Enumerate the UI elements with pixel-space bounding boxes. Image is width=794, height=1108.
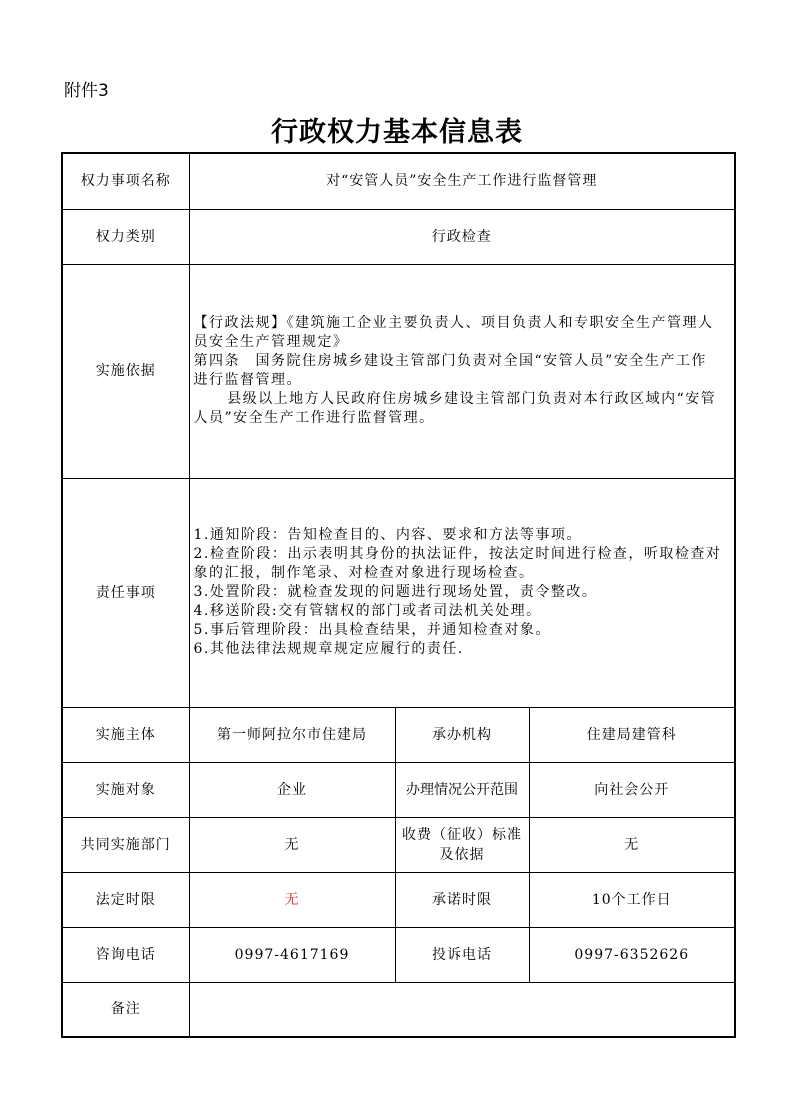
remark-label: 备注 [62, 982, 189, 1037]
duty-label: 责任事项 [62, 478, 189, 707]
table-row [62, 982, 735, 1037]
target-value: 企业 [189, 762, 395, 817]
duty-item: 1.通知阶段：告知检查目的、内容、要求和方法等事项。 [193, 527, 582, 543]
table-row [62, 762, 735, 817]
table-row [62, 153, 735, 209]
page-title: 行政权力基本信息表 [271, 117, 523, 148]
scope-value: 向社会公开 [529, 762, 735, 817]
consult-label: 咨询电话 [62, 927, 189, 982]
joint-label: 共同实施部门 [62, 817, 189, 872]
org-label: 承办机构 [395, 707, 529, 762]
subject-value: 第一师阿拉尔市住建局 [189, 707, 395, 762]
power-type-label: 权力类别 [62, 209, 189, 264]
attachment-label: 附件3 [64, 81, 109, 101]
complaint-phone: 0997-6352626 [529, 927, 735, 982]
power-name-label: 权力事项名称 [62, 153, 189, 209]
power-type-value: 行政检查 [189, 209, 735, 264]
table-row [62, 927, 735, 982]
duty-item: 4.移送阶段:交有管辖权的部门或者司法机关处理。 [193, 603, 542, 619]
info-table [61, 152, 736, 1038]
legal-limit-value: 无 [189, 872, 395, 927]
subject-label: 实施主体 [62, 707, 189, 762]
table-row [62, 264, 735, 478]
table-row [62, 707, 735, 762]
promise-limit-value: 10个工作日 [529, 872, 735, 927]
remark-value [189, 982, 735, 1037]
basis-content [189, 264, 735, 478]
complaint-label: 投诉电话 [395, 927, 529, 982]
fee-value: 无 [529, 817, 735, 872]
power-name-value: 对“安管人员”安全生产工作进行监督管理 [189, 153, 735, 209]
legal-limit-label: 法定时限 [62, 872, 189, 927]
duty-item: 5.事后管理阶段：出具检查结果，并通知检查对象。 [193, 622, 551, 638]
basis-paragraph: 第四条 国务院住房城乡建设主管部门负责对全国“安管人员”安全生产工作进行监督管理。 [193, 353, 707, 388]
target-label: 实施对象 [62, 762, 189, 817]
table-row [62, 478, 735, 707]
table-row [62, 872, 735, 927]
fee-label: 收费（征收）标准及依据 [395, 817, 529, 872]
consult-phone: 0997-4617169 [189, 927, 395, 982]
joint-value: 无 [189, 817, 395, 872]
promise-limit-label: 承诺时限 [395, 872, 529, 927]
duty-item: 2.检查阶段：出示表明其身份的执法证件，按法定时间进行检查，听取检查对象的汇报，制作笔录、对检查对象进行现场检查。 [193, 546, 722, 581]
duty-item: 6.其他法律法规规章规定应履行的责任. [193, 641, 464, 657]
org-value: 住建局建管科 [529, 707, 735, 762]
basis-label: 实施依据 [62, 264, 189, 478]
scope-label: 办理情况公开范围 [395, 762, 529, 817]
duty-item: 3.处置阶段：就检查发现的问题进行现场处置，责令整改。 [193, 584, 598, 600]
basis-paragraph: 县级以上地方人民政府住房城乡建设主管部门负责对本行政区域内“安管人员”安全生产工作进行监督管理。 [193, 391, 717, 426]
basis-paragraph: 【行政法规】《建筑施工企业主要负责人、项目负责人和专职安全生产管理人员安全生产管理规定》 [193, 315, 714, 350]
table-row [62, 209, 735, 264]
duty-content [189, 478, 735, 707]
table-row [62, 817, 735, 872]
